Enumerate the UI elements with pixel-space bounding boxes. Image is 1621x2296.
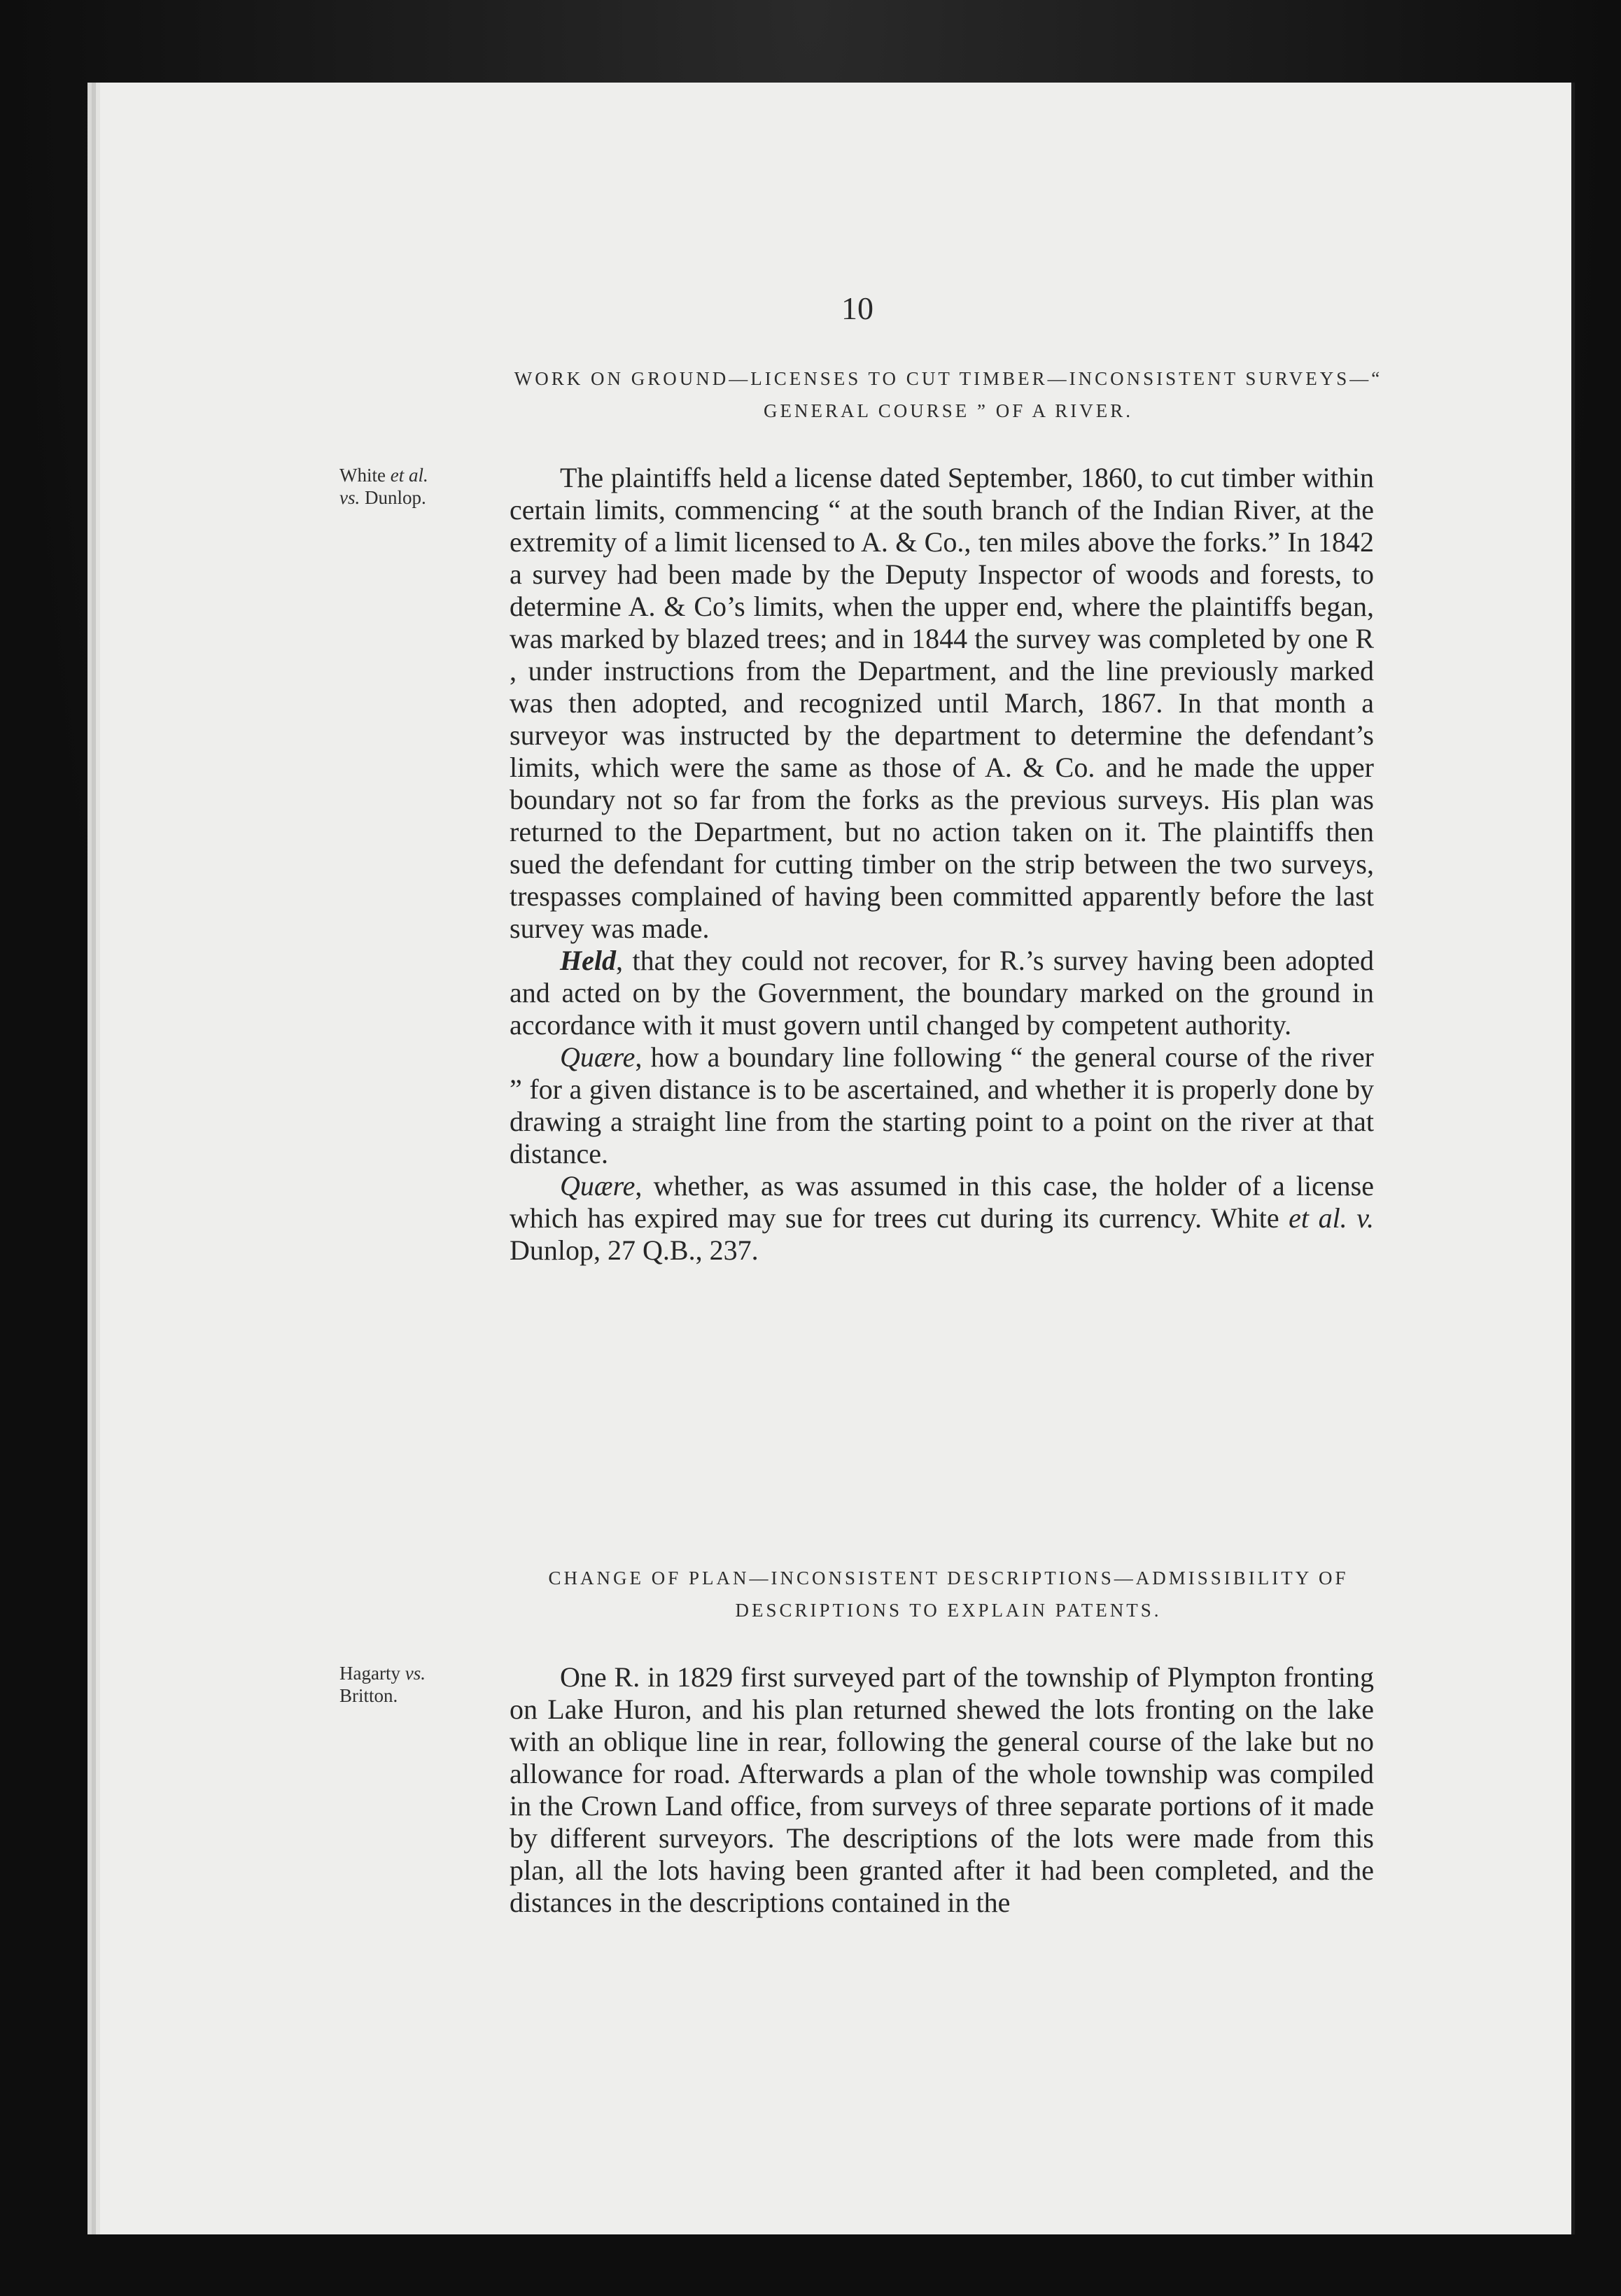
page-edge <box>1571 83 1575 2234</box>
body-paragraph-quaere-2 <box>510 1170 1374 1267</box>
quaere-text: , whether, as was assumed in this case, the holder of a license which has expired may sue for trees cut during its currency. White <box>510 1170 1374 1234</box>
section-heading-change-of-plan: CHANGE OF PLAN—INCONSISTENT DESCRIPTIONS—ADMISSIBILITY OF DESCRIPTIONS TO EXPLAIN PATENTS. <box>548 1568 1349 1621</box>
section-body-change-of-plan <box>510 1661 1374 1919</box>
section-heading-timber-licenses: WORK ON GROUND—LICENSES TO CUT TIMBER—INCONSISTENT SURVEYS—“ GENERAL COURSE ” OF A RIVER. <box>514 368 1383 421</box>
held-lead: Held <box>560 945 616 976</box>
margin-text-italic: vs. <box>405 1663 426 1684</box>
margin-text: Dunlop. <box>365 487 426 508</box>
page-number: 10 <box>841 290 873 326</box>
margin-case-citation <box>339 464 479 509</box>
section-body-timber-licenses <box>510 462 1374 1267</box>
body-paragraph: The plaintiffs held a license dated September, 1860, to cut timber within certain limits, commencing “ at the south branch of the Indian River, at the extremity of a limit licensed to A. & Co., ten miles above the forks.” In 1842 a survey had been made by the Deputy Inspector of woods and forests, to determine A. & Co’s limits, when the upper end, where the plaintiffs began, was marked by blazed trees; and in 1844 the survey was completed by one R , under instructions from the Department, and the line previously marked was then adopted, and recognized until March, 1867. In that month a surveyor was instructed by the department to determine the defendant’s limits, which were the same as those of A. & Co. and he made the upper boundary not so far from the forks as the previous surveys. His plan was returned to the Department, but no action taken on it. The plaintiffs then sued the defendant for cutting timber on the strip between the two surveys, trespasses complained of having been committed apparently before the last survey was made. <box>510 462 1374 944</box>
body-paragraph-quaere-1 <box>510 1041 1374 1170</box>
margin-case-citation <box>339 1662 479 1707</box>
citation-italic: et al. v. <box>1289 1202 1375 1234</box>
quaere-text: , how a boundary line following “ the general course of the river ” for a given distance is to be ascertained, and whether it is properly done by drawing a straight line from the starting point to a point on the river at that distance. <box>510 1041 1374 1169</box>
margin-text-italic: et al. <box>390 465 428 486</box>
quaere-lead: Quære <box>560 1041 636 1073</box>
quaere-lead: Quære <box>560 1170 636 1202</box>
margin-text-italic: vs. <box>339 487 365 508</box>
body-paragraph-held <box>510 945 1374 1041</box>
body-paragraph: One R. in 1829 first surveyed part of the township of Plympton fronting on Lake Huron, and his plan returned shewed the lots fronting on the lake with an oblique line in rear, following the general course of the lake but no allowance for road. Afterwards a plan of the whole township was compiled in the Crown Land office, from surveys of three separate portions of it made by different surveyors. The descriptions of the lots were made from this plan, all the lots having been granted after it had been completed, and the distances in the descriptions contained in the <box>510 1661 1374 1918</box>
citation-text: Dunlop, 27 Q.B., 237. <box>510 1234 759 1266</box>
margin-text: Britton. <box>339 1685 398 1706</box>
held-text: , that they could not recover, for R.’s survey having been adopted and acted on by the Government, the boundary marked on the ground in accordance with it must govern until changed by competent authority. <box>510 945 1374 1041</box>
margin-text: Hagarty <box>339 1663 405 1684</box>
margin-text: White <box>339 465 391 486</box>
